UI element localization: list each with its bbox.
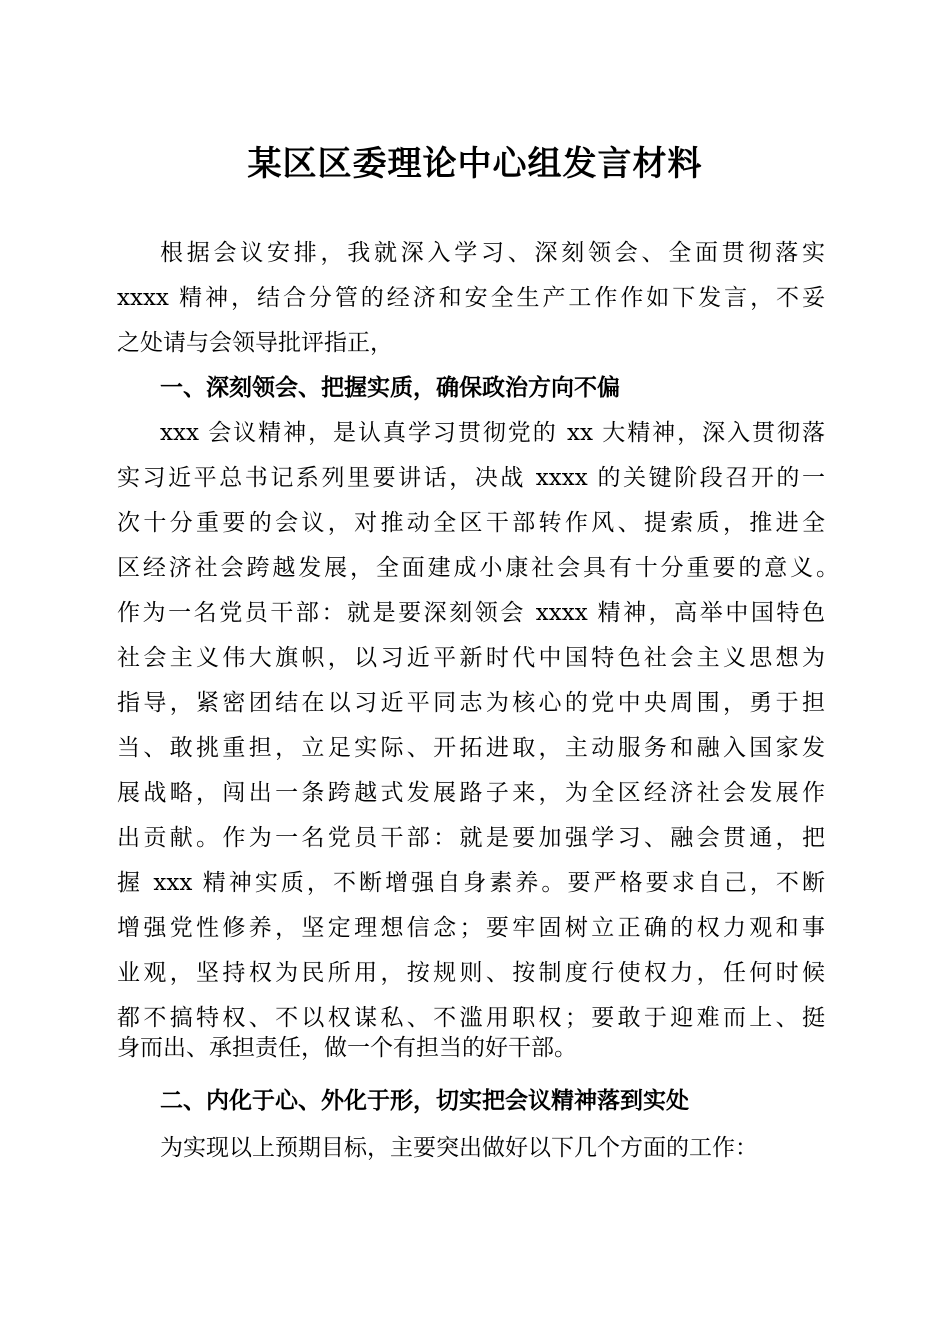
section-heading-2: 二、内化于心、外化于形，切实把会议精神落到实处 (160, 1088, 689, 1114)
paragraph-line: 实习近平总书记系列里要讲话，决战 xxxx 的关键阶段召开的一 (117, 465, 825, 491)
paragraph-line: 增强党性修养，坚定理想信念；要牢固树立正确的权力观和事 (117, 915, 825, 941)
paragraph-line: 出贡献。作为一名党员干部：就是要加强学习、融会贯通，把 (117, 825, 825, 851)
paragraph-line: xxxx 精神，结合分管的经济和安全生产工作作如下发言，不妥 (117, 285, 825, 311)
paragraph-line: 业观，坚持权为民所用，按规则、按制度行使权力，任何时候 (117, 960, 825, 986)
document-title: 某区区委理论中心组发言材料 (247, 144, 703, 184)
paragraph-line: 之处请与会领导批评指正， (117, 330, 393, 356)
paragraph-line: 都不搞特权、不以权谋私、不滥用职权；要敢于迎难而上、挺 (117, 1005, 825, 1031)
section-heading-1: 一、深刻领会、把握实质，确保政治方向不偏 (160, 375, 620, 401)
paragraph-line: 次十分重要的会议，对推动全区干部转作风、提索质，推进全 (117, 510, 825, 536)
paragraph-line: 社会主义伟大旗帜，以习近平新时代中国特色社会主义思想为 (117, 645, 825, 671)
paragraph-line: 作为一名党员干部：就是要深刻领会 xxxx 精神，高举中国特色 (117, 600, 825, 626)
paragraph-line: 身而出、承担责任，做一个有担当的好干部。 (117, 1035, 577, 1061)
paragraph-line: xxx 会议精神，是认真学习贯彻党的 xx 大精神，深入贯彻落 (160, 420, 825, 446)
paragraph-line: 指导，紧密团结在以习近平同志为核心的党中央周围，勇于担 (117, 690, 825, 716)
paragraph-line: 展战略，闯出一条跨越式发展路子来，为全区经济社会发展作 (117, 780, 825, 806)
paragraph-line: 根据会议安排，我就深入学习、深刻领会、全面贯彻落实 (160, 240, 825, 266)
paragraph-line: 当、敢挑重担，立足实际、开拓进取，主动服务和融入国家发 (117, 735, 825, 761)
paragraph-line: 区经济社会跨越发展，全面建成小康社会具有十分重要的意义。 (117, 555, 839, 581)
paragraph-line: 为实现以上预期目标，主要突出做好以下几个方面的工作： (160, 1135, 758, 1161)
paragraph-line: 握 xxx 精神实质，不断增强自身素养。要严格要求自己，不断 (117, 870, 825, 896)
